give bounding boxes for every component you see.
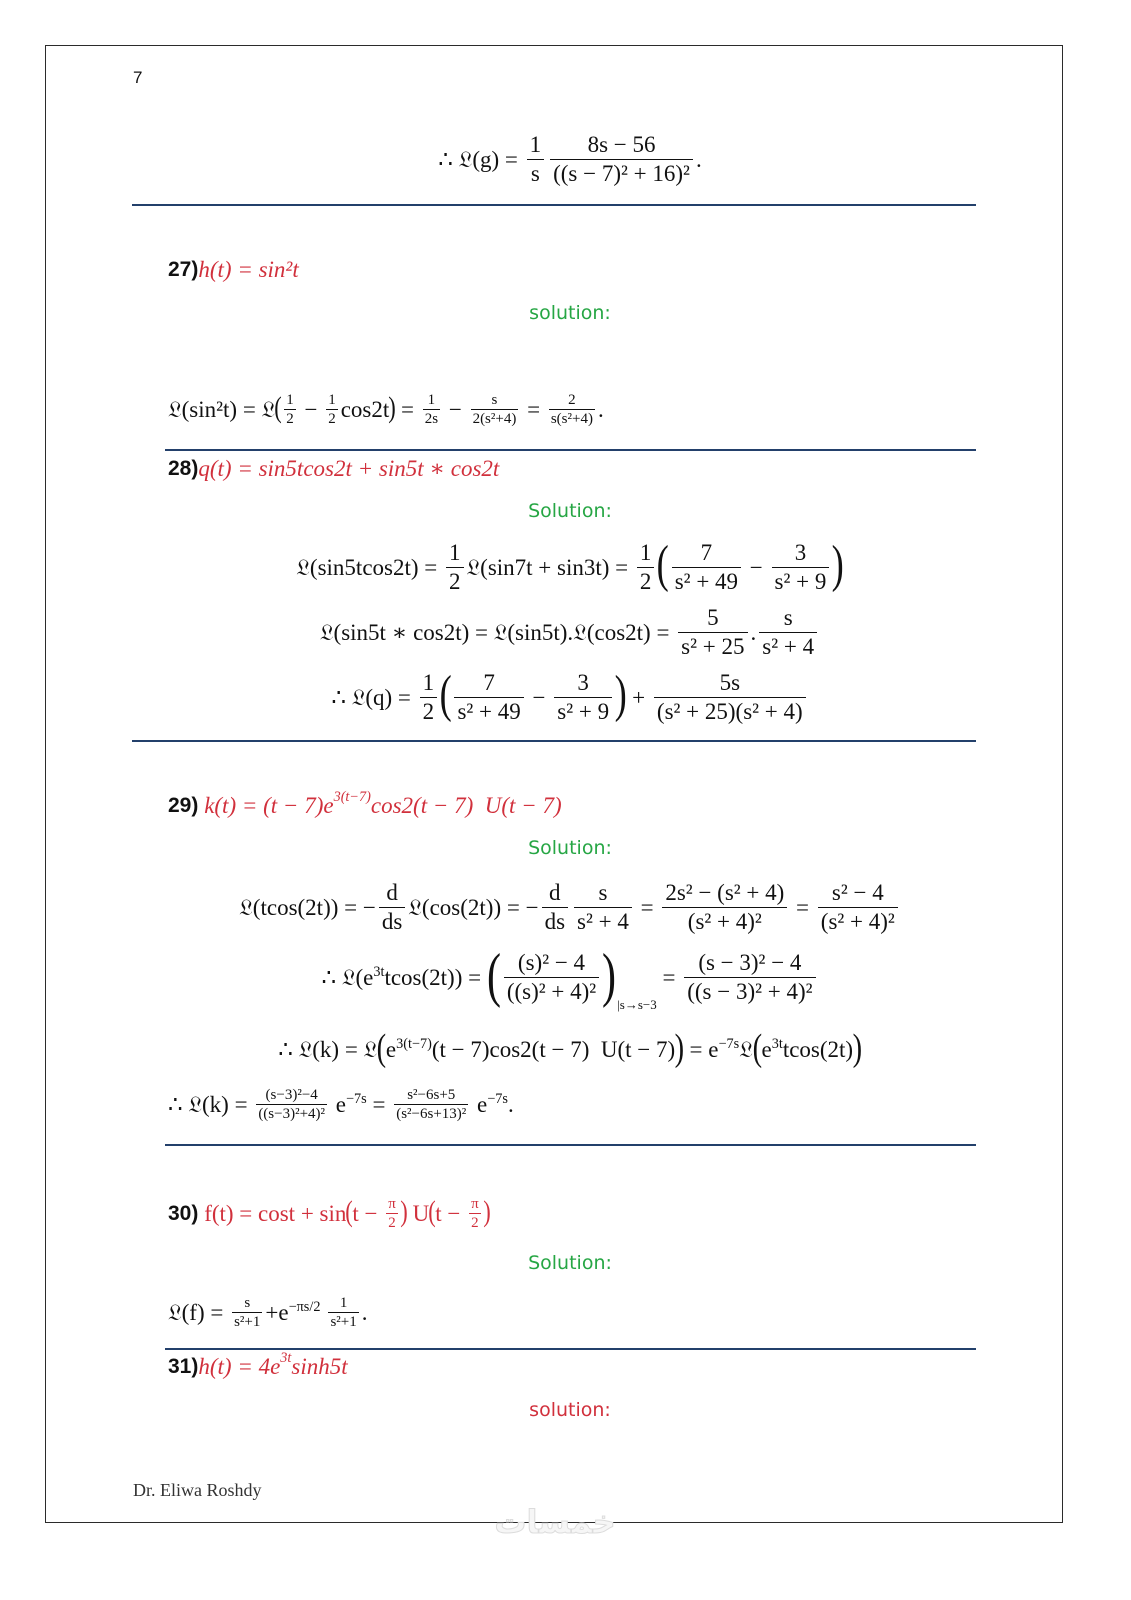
- numerator: π: [388, 1196, 396, 1213]
- solution-label: Solution:: [528, 837, 612, 859]
- denominator: 2: [639, 569, 652, 594]
- fraction: [662, 881, 787, 935]
- left-paren: (: [428, 1195, 436, 1228]
- problem-expression: h(t) = sin²t: [198, 257, 299, 282]
- eq-text: [386, 1037, 675, 1063]
- problem-28-equation-3: [132, 666, 1008, 730]
- right-paren: ): [674, 1027, 685, 1069]
- numerator: 7: [672, 541, 741, 568]
- problem-28-equation-1: [132, 536, 1008, 600]
- denominator: 2: [388, 1215, 396, 1231]
- problem-expression: k(t) = (t − 7)e 3(t−7) cos2(t − 7) U(t − 7): [204, 789, 562, 818]
- eq-text: tcos(2t)) =: [384, 965, 487, 990]
- numerator: 1: [527, 133, 545, 160]
- expr-text: sinh5t: [291, 1354, 348, 1379]
- denominator: s²+1: [330, 1314, 357, 1330]
- denominator: s² + 9: [557, 699, 610, 724]
- numerator: 2s² − (s² + 4): [662, 881, 787, 908]
- numerator: 8s − 56: [550, 133, 693, 160]
- numerator: π: [471, 1196, 479, 1213]
- fraction: [394, 1087, 468, 1123]
- eq-text: −: [744, 555, 769, 580]
- eq-text: =: [656, 965, 682, 990]
- problem-28-equation-2: [132, 601, 1008, 665]
- fraction: [256, 1087, 327, 1123]
- eq-text: = e: [683, 1037, 719, 1062]
- numerator: s: [574, 881, 632, 908]
- numerator: (s−3)²−4: [256, 1087, 327, 1105]
- problem-29-heading: [168, 791, 562, 821]
- eq-text: =: [521, 397, 546, 422]
- numerator: 1: [286, 392, 294, 409]
- eq-text: ∴ 𝔏(e: [321, 965, 374, 990]
- fraction: [284, 392, 296, 428]
- eq-text: [471, 1092, 513, 1118]
- section-divider: [165, 449, 976, 451]
- numerator: 1: [420, 671, 438, 698]
- exponent: 3t: [771, 1036, 783, 1053]
- eq-text: .: [507, 1092, 514, 1117]
- solution-label: solution:: [529, 1399, 611, 1421]
- expr-text: U: [406, 1201, 430, 1226]
- problem-27-heading: [168, 255, 299, 285]
- problem-expression: q(t) = sin5tcos2t + sin5t ∗ cos2t: [198, 456, 500, 481]
- fraction: [504, 951, 599, 1005]
- eq-text: ∴ 𝔏(q) =: [331, 685, 417, 710]
- section-divider: [132, 204, 976, 206]
- left-paren: (: [439, 666, 452, 723]
- expr-text: k(t) = (t − 7)e: [204, 793, 334, 818]
- problem-29-equation-1: [132, 876, 1008, 940]
- exponent: −πs/2: [288, 1299, 321, 1316]
- eq-text: .: [361, 1300, 368, 1325]
- problem-number: 29): [168, 794, 205, 817]
- eq-text: 𝔏(sin²t) = 𝔏: [168, 397, 276, 422]
- denominator: s² + 4: [577, 909, 629, 934]
- fraction: [446, 541, 464, 595]
- right-paren: ): [482, 1195, 491, 1228]
- denominator: 2: [449, 569, 461, 594]
- denominator: ds: [381, 909, 403, 934]
- fraction: [759, 606, 817, 660]
- left-paren: (: [656, 536, 670, 593]
- eq-text: [265, 1300, 320, 1326]
- watermark-logo: خمسات: [494, 1503, 616, 1541]
- denominator: s² + 49: [457, 699, 521, 724]
- left-paren: (: [274, 391, 282, 424]
- numerator: (s)² − 4: [504, 951, 599, 978]
- numerator: 2: [549, 392, 595, 410]
- eq-text: 𝔏(sin5tcos2t) =: [296, 555, 444, 580]
- eq-text: 𝔏(tcos(2t)) = −: [239, 895, 376, 920]
- denominator: 2: [471, 1215, 479, 1231]
- eq-text: [684, 1037, 753, 1063]
- fraction: [637, 541, 655, 595]
- numerator: 1: [328, 392, 336, 409]
- denominator: 2s: [424, 411, 439, 427]
- denominator: (s² + 4)²: [820, 909, 895, 934]
- left-paren: (: [486, 942, 501, 1008]
- problem-30-heading: [168, 1194, 490, 1234]
- page-number: 7: [133, 68, 143, 87]
- numerator: 1: [446, 541, 464, 568]
- problem-29-equation-3: [132, 1028, 1008, 1072]
- denominator: 2: [328, 411, 336, 427]
- eq-text: =: [395, 397, 420, 422]
- problem-29-equation-2: [132, 943, 1008, 1013]
- fraction: [554, 671, 612, 725]
- problem-28-heading: [168, 454, 499, 484]
- numerator: 1: [423, 392, 440, 410]
- eq-text: 𝔏(sin5t ∗ cos2t) = 𝔏(sin5t).𝔏(cos2t) =: [319, 620, 676, 645]
- right-paren: ): [400, 1195, 408, 1228]
- numerator: (s − 3)² − 4: [684, 951, 815, 978]
- eq-text: cos2t: [340, 397, 390, 422]
- equation-laplace-g: [132, 128, 1008, 192]
- expr-text: h(t) = 4e: [198, 1354, 281, 1379]
- numerator: s: [232, 1295, 262, 1313]
- left-paren: (: [752, 1027, 762, 1069]
- expr-text: t −: [435, 1201, 467, 1226]
- fraction: [379, 881, 405, 935]
- fraction: [574, 881, 632, 935]
- evaluation-subscript: |s→s−3: [617, 997, 657, 1012]
- fraction: [684, 951, 815, 1005]
- fraction: [454, 671, 523, 725]
- fraction: [654, 671, 806, 725]
- problem-29-equation-4: [168, 1085, 514, 1125]
- denominator: s²+1: [234, 1314, 261, 1330]
- fraction: [772, 541, 830, 595]
- numerator: s² − 4: [818, 881, 898, 908]
- eq-text: ∴ 𝔏(k) =: [168, 1092, 254, 1117]
- denominator: 2(s²+4): [472, 411, 517, 427]
- fraction: [549, 392, 595, 428]
- fraction: [420, 671, 438, 725]
- numerator: 3: [772, 541, 830, 568]
- eq-text: e: [761, 1037, 772, 1062]
- fraction: [471, 392, 519, 428]
- denominator: (s²−6s+13)²: [396, 1106, 467, 1122]
- fraction: [326, 392, 338, 428]
- solution-label: Solution:: [528, 1252, 612, 1274]
- fraction: [386, 1196, 398, 1232]
- right-paren: ): [388, 391, 396, 424]
- eq-text: −: [443, 397, 468, 422]
- eq-text: =: [366, 1092, 392, 1117]
- numerator: 1: [328, 1295, 358, 1313]
- numerator: d: [542, 881, 568, 908]
- denominator: s² + 9: [774, 569, 827, 594]
- denominator: ((s−3)²+4)²: [258, 1106, 326, 1122]
- denominator: ((s)² + 4)²: [506, 979, 597, 1004]
- eq-text: +: [626, 685, 651, 710]
- denominator: 2: [286, 411, 294, 427]
- problem-30-equation: [168, 1295, 368, 1331]
- right-paren: ): [614, 666, 627, 723]
- eq-text: 𝔏(cos(2t)) = −: [408, 895, 539, 920]
- numerator: 5s: [654, 671, 806, 698]
- numerator: s: [759, 606, 817, 633]
- eq-text: .: [750, 620, 757, 645]
- exponent: −7s: [346, 1091, 367, 1108]
- exponent: 3t: [373, 964, 385, 981]
- numerator: 5: [678, 606, 747, 633]
- eq-text: −: [526, 685, 552, 710]
- numerator: d: [379, 881, 405, 908]
- eq-text: 𝔏(sin7t + sin3t) =: [466, 555, 634, 580]
- denominator: s² + 25: [681, 634, 745, 659]
- fraction: [328, 1295, 358, 1331]
- eq-text: [321, 965, 486, 991]
- left-paren: (: [376, 1027, 387, 1069]
- eq-text: [762, 1037, 854, 1063]
- problem-expression: h(t) = 4e 3t sinh5t: [198, 1350, 348, 1379]
- right-paren: ): [602, 942, 617, 1008]
- eq-text: .: [695, 147, 702, 172]
- eq-text: =: [790, 895, 815, 920]
- eq-text: 𝔏: [739, 1037, 753, 1062]
- numerator: s²−6s+5: [394, 1087, 468, 1105]
- fraction: [232, 1295, 262, 1331]
- fraction: [469, 1196, 481, 1232]
- eq-text: e: [330, 1092, 347, 1117]
- denominator: 2: [422, 699, 435, 724]
- eq-text: 𝔏(f) =: [168, 1300, 230, 1325]
- denominator: s² + 49: [674, 569, 739, 594]
- eq-text: .: [597, 397, 604, 422]
- eq-text: ∴ 𝔏(k) = 𝔏: [278, 1037, 378, 1062]
- exponent: −7s: [718, 1036, 740, 1053]
- right-paren: ): [831, 536, 845, 593]
- denominator: ((s − 3)² + 4)²: [687, 979, 813, 1004]
- expr-text: t −: [352, 1201, 384, 1226]
- eq-text: e: [385, 1037, 397, 1062]
- section-divider: [165, 1144, 976, 1146]
- numerator: 3: [554, 671, 612, 698]
- fraction: [818, 881, 898, 935]
- eq-text: =: [634, 895, 660, 920]
- denominator: s² + 4: [762, 634, 815, 659]
- eq-text: (t − 7)cos2(t − 7) U(t − 7): [431, 1037, 676, 1062]
- left-paren: (: [345, 1195, 354, 1228]
- eq-text: e: [471, 1092, 488, 1117]
- denominator: ((s − 7)² + 16)²: [553, 161, 690, 186]
- exponent: −7s: [487, 1091, 508, 1108]
- denominator: s(s²+4): [550, 411, 593, 427]
- eq-text: tcos(2t): [782, 1037, 854, 1062]
- eq-text: −: [298, 397, 324, 422]
- fraction: [550, 133, 693, 187]
- fraction: [672, 541, 741, 595]
- eq-text: +e: [265, 1300, 289, 1325]
- solution-label: Solution:: [528, 500, 612, 522]
- expr-text: cos2(t − 7) U(t − 7): [370, 793, 562, 818]
- denominator: (s² + 25)(s² + 4): [656, 699, 803, 724]
- problem-expression: [204, 1196, 489, 1232]
- numerator: 7: [454, 671, 523, 698]
- problem-31-heading: [168, 1352, 348, 1382]
- fraction: [542, 881, 568, 935]
- right-paren: ): [852, 1027, 863, 1069]
- eq-text: ∴ 𝔏(g) =: [438, 147, 524, 172]
- fraction: [527, 133, 545, 187]
- numerator: s: [471, 392, 519, 410]
- denominator: s: [530, 161, 540, 186]
- fraction: [423, 392, 440, 428]
- eq-text: [330, 1092, 391, 1118]
- fraction: [678, 606, 747, 660]
- expr-text: f(t) = cost + sin: [204, 1201, 347, 1226]
- numerator: 1: [637, 541, 655, 568]
- exponent: 3(t−7): [396, 1036, 432, 1053]
- footer-author: Dr. Eliwa Roshdy: [133, 1479, 262, 1500]
- problem-number: 30): [168, 1202, 205, 1225]
- problem-number: 31): [168, 1355, 199, 1378]
- problem-27-equation: [168, 390, 604, 430]
- problem-number: 27): [168, 258, 199, 281]
- problem-number: 28): [168, 457, 199, 480]
- denominator: ds: [544, 909, 566, 934]
- solution-label: solution:: [529, 302, 611, 324]
- denominator: (s² + 4)²: [687, 909, 762, 934]
- section-divider: [132, 740, 976, 742]
